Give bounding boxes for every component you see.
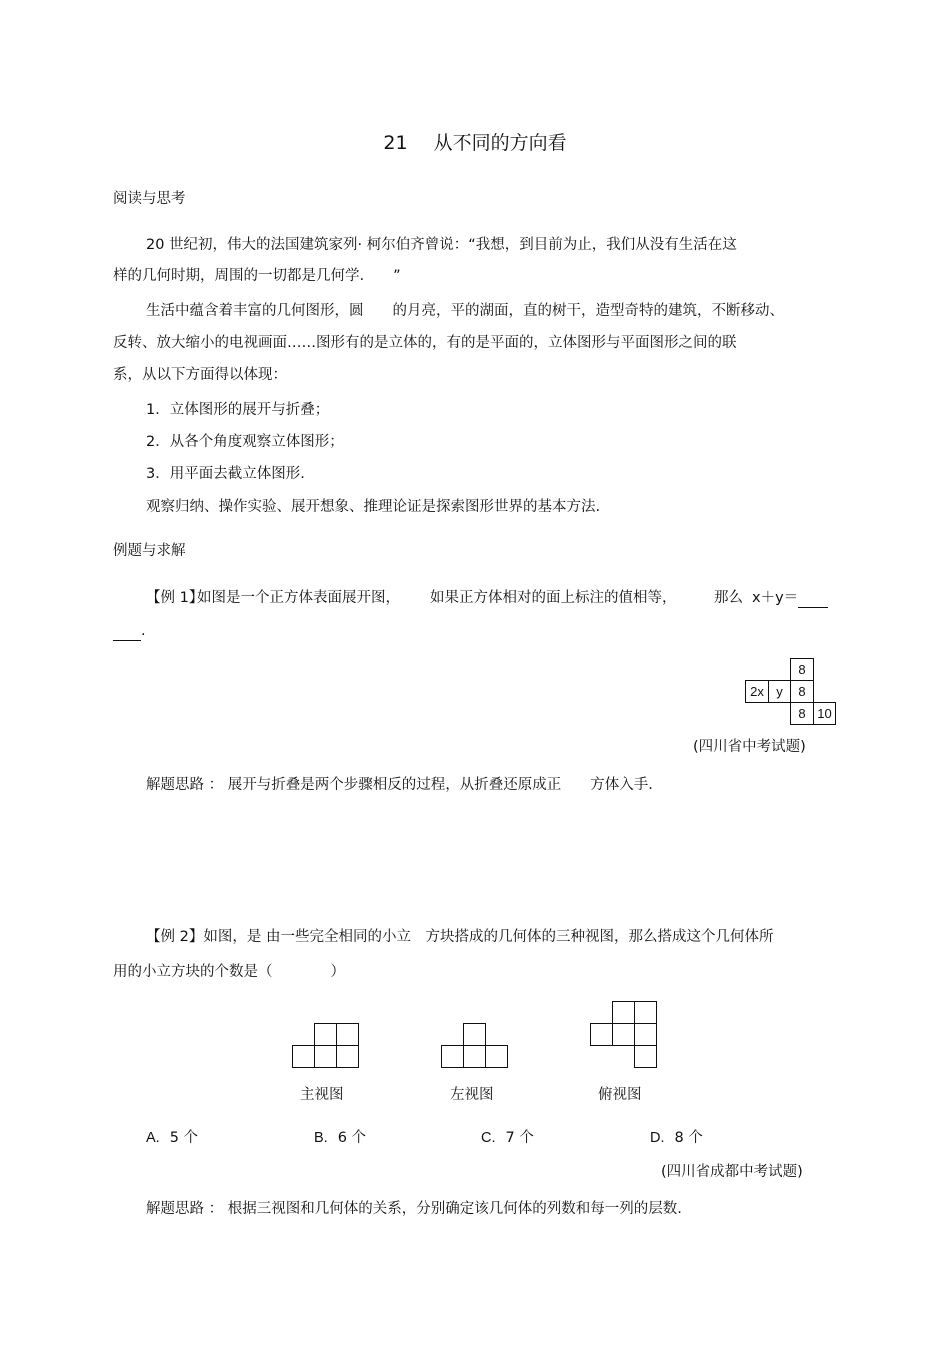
option-c-text: 7 个	[505, 1130, 534, 1146]
option-a[interactable]	[146, 1126, 198, 1147]
left-view-cell	[463, 1045, 486, 1068]
list-item-2: 2．从各个角度观察立体图形；	[146, 434, 344, 450]
option-b-text: 6 个	[337, 1130, 367, 1146]
title-text: 从不同的方向看	[433, 132, 567, 154]
top-view-cell	[634, 1001, 657, 1024]
top-view-cell	[612, 1001, 635, 1024]
example-2-text-1: 如图，是 由一些完全相同的小立 方块搭成的几何体的三种视图，那么搭成这个几何体所	[203, 929, 774, 945]
net-cell-mid-8: 8	[790, 680, 814, 703]
example-1-source: (四川省中考试题)	[693, 739, 806, 755]
left-view-cell	[485, 1045, 508, 1068]
page-title	[0, 128, 950, 155]
example-1-hint-label: 解题思路 ：	[146, 777, 224, 793]
option-b-letter: B.	[314, 1130, 328, 1146]
list-item-1: 1．立体图形的展开与折叠；	[146, 402, 330, 418]
top-view-cell	[612, 1023, 635, 1046]
example-1-text-c: 那么	[714, 590, 743, 606]
option-c-letter: C.	[481, 1130, 496, 1146]
left-view-cell	[441, 1045, 464, 1068]
option-d-text: 8 个	[674, 1130, 703, 1146]
paragraph-2-line-3: 系，从以下方面得以体现：	[113, 367, 287, 383]
option-a-text: 5 个	[169, 1130, 199, 1146]
paragraph-3: 观察归纳、操作实验、展开想象、推理论证是探索图形世界的基本方法.	[146, 499, 601, 515]
front-view-label: 主视图	[300, 1087, 344, 1103]
example-2-text-2: 用的小立方块的个数是（ ）	[113, 964, 345, 980]
answer-blank-2	[113, 622, 141, 641]
example-2-hint-text: 根据三视图和几何体的关系，分别确定该几何体的列数和每一列的层数.	[227, 1201, 682, 1217]
option-d-letter: D.	[650, 1130, 665, 1146]
front-view-cell	[336, 1023, 359, 1046]
example-1-expression: x＋y＝	[752, 590, 799, 606]
answer-blank-1	[798, 589, 828, 608]
net-cell-10: 10	[813, 702, 836, 725]
top-view-cell	[634, 1045, 657, 1068]
example-1-end: .	[141, 623, 146, 639]
example-1-text-b: 如果正方体相对的面上标注的值相等，	[430, 590, 677, 606]
section-heading-examples: 例题与求解	[113, 543, 186, 559]
example-1-text-a: 如图是一个正方体表面展开图，	[197, 590, 400, 606]
option-d[interactable]	[650, 1126, 703, 1147]
front-view-cell	[314, 1023, 337, 1046]
example-2-label: 【例 2】	[146, 929, 204, 945]
option-c[interactable]	[481, 1126, 534, 1147]
option-a-letter: A.	[146, 1130, 160, 1146]
net-cell-2x: 2x	[745, 680, 769, 703]
left-view-label: 左视图	[450, 1087, 494, 1103]
list-item-3: 3．用平面去截立体图形.	[146, 466, 305, 482]
front-view-cell	[292, 1045, 315, 1068]
example-1-hint	[146, 776, 653, 794]
example-1-answer-cont	[113, 622, 146, 641]
example-2-source: (四川省成都中考试题)	[661, 1164, 803, 1180]
net-cell-bottom-8: 8	[790, 702, 814, 725]
paragraph-1-line-1: 20 世纪初，伟大的法国建筑家列· 柯尔伯齐曾说：“我想，到目前为止，我们从没有生活在这	[146, 237, 737, 253]
paragraph-2-line-2: 反转、放大缩小的电视画面……图形有的是立体的，有的是平面的，立体图形与平面图形之间的联	[113, 335, 737, 351]
example-1-label: 【例 1】	[146, 590, 204, 606]
example-2-hint-label: 解题思路 ：	[146, 1201, 224, 1217]
example-1-answer	[752, 589, 828, 608]
section-heading-reading: 阅读与思考	[113, 191, 186, 207]
example-2-line-1	[146, 928, 773, 946]
left-view-cell	[463, 1023, 486, 1046]
top-view-cell	[634, 1023, 657, 1046]
top-view-label: 俯视图	[598, 1087, 642, 1103]
option-b[interactable]	[314, 1126, 366, 1147]
example-2-hint	[146, 1200, 682, 1218]
example-1-hint-text: 展开与折叠是两个步骤相反的过程，从折叠还原成正 方体入手.	[227, 777, 653, 793]
front-view-cell	[336, 1045, 359, 1068]
title-number: 21	[383, 132, 408, 154]
top-view-cell	[590, 1023, 613, 1046]
net-cell-y: y	[768, 680, 791, 703]
front-view-cell	[314, 1045, 337, 1068]
paragraph-2-line-1: 生活中蕴含着丰富的几何图形，圆 的月亮，平的湖面，直的树干，造型奇特的建筑，不断移动、	[146, 303, 784, 319]
paragraph-1-line-2: 样的几何时期，周围的一切都是几何学. ”	[113, 268, 401, 284]
net-cell-top: 8	[790, 658, 814, 681]
